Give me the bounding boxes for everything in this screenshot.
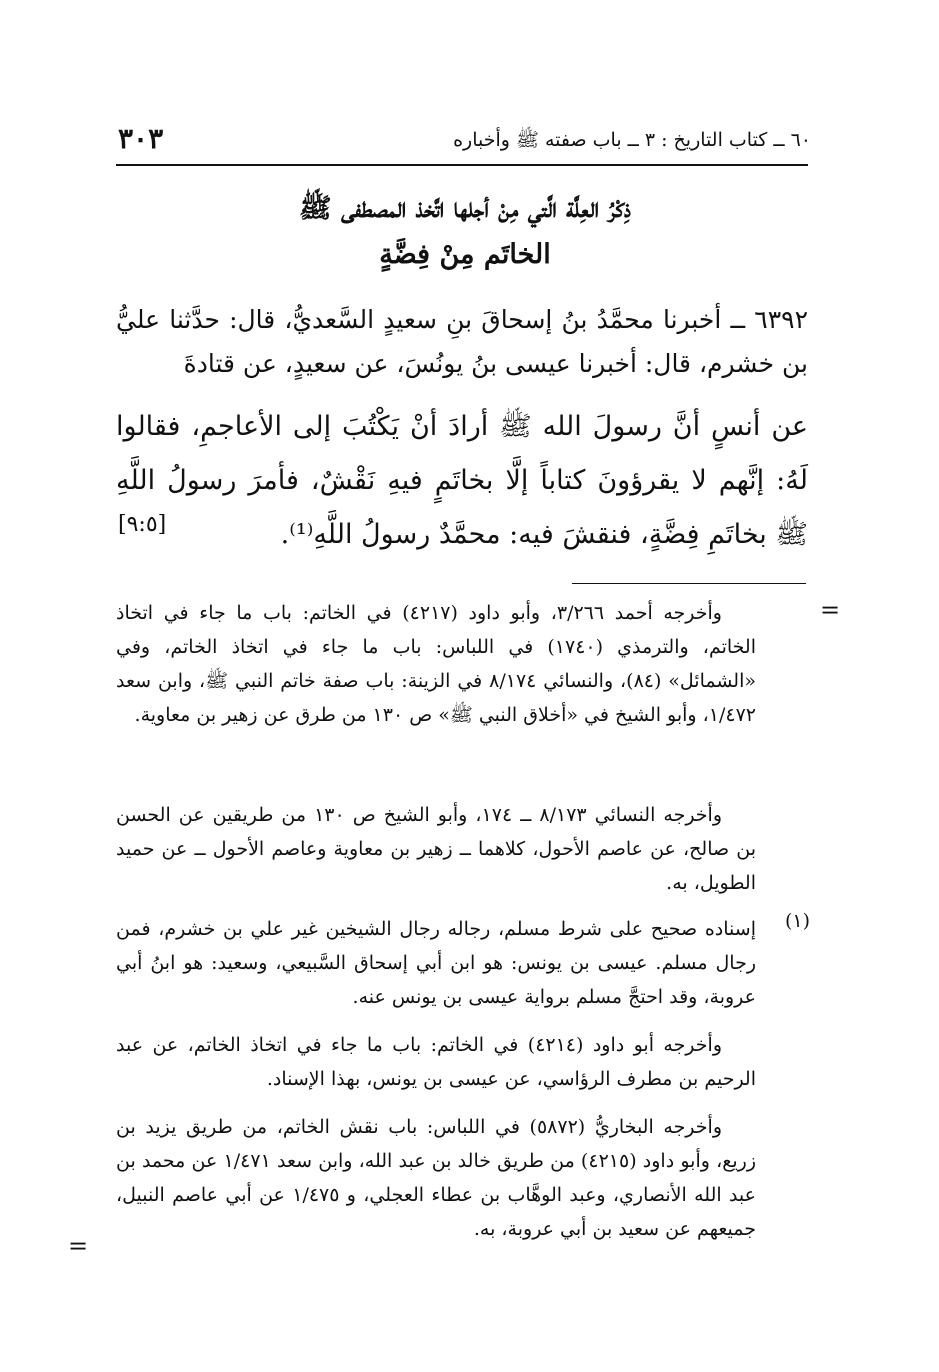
footnote-paragraph-2: وأخرجه النسائي ٨/١٧٣ ــ ١٧٤، وأبو الشيخ ص ١٣٠ من طريقين عن الحسن بن صالح، عن عاصم الأحول، كلاهما ــ زهير بن معاوية وعاصم الأحول ــ عن حميد الطويل، به. [116, 804, 756, 894]
running-header: ٦٠ ــ كتاب التاريخ : ٣ ــ باب صفته ﷺ وأخباره [453, 129, 811, 151]
hadith-reference: [٩:٥] [118, 512, 167, 537]
page-number: ٣٠٣ [118, 122, 164, 155]
footnote-1-paragraph-2: وأخرجه أبو داود (٤٢١٤) في الخاتم: باب ما جاء في اتخاذ الخاتم، عن عبد الرحيم بن مطرف الرؤاسي، عن عيسى بن يونس، بهذا الإسناد. [116, 1034, 756, 1090]
chapter-title-line-2: الخاتَم مِنْ فِضَّةٍ [379, 239, 551, 270]
footnote-1-paragraph-3: وأخرجه البخاريُّ (٥٨٧٢) في اللباس: باب نقش الخاتم، من طريق يزيد بن زريع، وأبو داود (٤٢١٥) من طريق خالد بن عبد الله، وابن سعد ١/٤٧١ عن محمد بن عبد الله الأنصاري، وعبد الوهَّاب بن عطاء العجلي، و ١/٤٧٥ عن أبي عاصم النبيل، جميعهم عن سعيد بن أبي عروبة، به. [116, 1116, 757, 1240]
footnote-number: (١) [784, 910, 810, 932]
chapter-title-line-1: ذِكْرُ العِلَّة الَّتي مِنْ أجلها اتَّخذ المصطفى ﷺ [299, 193, 631, 224]
footnote-continued-paragraph: وأخرجه أحمد ٣/٢٦٦، وأبو داود (٤٢١٧) في الخاتم: باب ما جاء في اتخاذ الخاتم، والترمذي (١٧٤٠) في اللباس: باب ما جاء في اتخاذ الخاتم، وفي «الشمائل» (٨٤)، والنسائي ٨/١٧٤ في الزينة: باب صفة خاتم النبي ﷺ، وابن سعد ١/٤٧٢، وأبو الشيخ في «أخلاق النبي ﷺ» ص ١٣٠ من طرق عن زهير بن معاوية. [116, 602, 757, 726]
hadith-chain: ٦٣٩٢ ــ أخبرنا محمَّدُ بنُ إسحاقَ بنِ سعيدٍ السَّعديُّ، قال: حدَّثنا عليُّ بن خشرم، قال: أخبرنا عيسى بنُ يونُسَ، عن سعيدٍ، عن قتادةَ [116, 305, 808, 378]
header-rule [116, 164, 808, 166]
hadith-text: عن أنسٍ أنَّ رسولَ الله ﷺ أرادَ أنْ يَكْتُبَ إلى الأعاجمِ، فقالوا لَهُ: إنَّهم لا يقرؤونَ كتاباً إلَّا بخاتَمٍ فيهِ نَقْشٌ، فأمرَ رسولُ اللَّهِ ﷺ بخاتَمِ فِضَّةٍ، فنقشَ فيه: محمَّدٌ رسولُ اللَّهِ⁽¹⁾. [116, 411, 808, 550]
footnote-1-text: إسناده صحيح على شرط مسلم، رجاله رجال الشيخين غير علي بن خشرم، فمن رجال مسلم. عيسى بن يونس: هو ابن أبي إسحاق السَّبيعي، وسعيد: هو ابنُ أبي عروبة، وقد احتجَّ مسلم برواية عيسى بن يونس عنه. [116, 918, 756, 1008]
chapter-title [120, 186, 810, 278]
continuation-mark-bottom: = [68, 1232, 89, 1260]
continuation-mark-top: = [820, 596, 841, 624]
footnote-rule [572, 583, 806, 584]
